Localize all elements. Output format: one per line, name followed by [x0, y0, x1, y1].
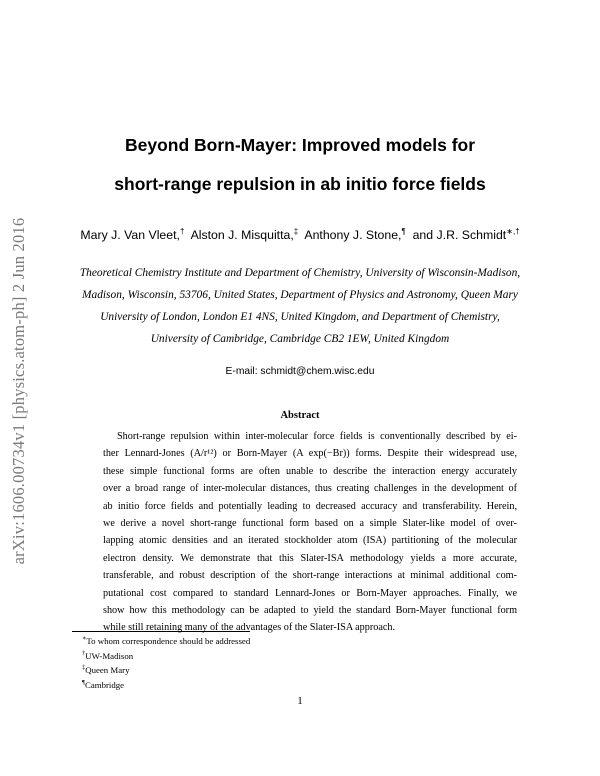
affiliation-line: University of Cambridge, Cambridge CB2 1EW, United Kingdom	[150, 333, 450, 345]
affiliation-line: Madison, Wisconsin, 53706, United States, Department of Physics and Astronomy, Queen Mary	[82, 289, 518, 301]
footnote-text: To whom correspondence should be addressed	[86, 635, 251, 646]
footnote	[82, 633, 250, 648]
affiliation-line: University of London, London E1 4NS, United Kingdom, and Department of Chemistry,	[100, 311, 500, 323]
arxiv-identifier-sidebar	[9, 182, 29, 600]
footnotes	[82, 633, 250, 692]
footnote-text: UW-Madison	[85, 650, 134, 661]
footnote	[82, 677, 250, 692]
affiliation-line: Theoretical Chemistry Institute and Department of Chemistry, University of Wisconsin-Madison,	[79, 267, 521, 279]
footnote-mark: ‡	[82, 664, 86, 672]
abstract-line: show how this methodology can be adapted to yield the standard Born-Mayer functional form	[103, 605, 517, 617]
paper-title-line-1: Beyond Born-Mayer: Improved models for	[124, 135, 476, 155]
abstract-line: these simple functional forms are often unable to describe the interaction energy accurately	[103, 465, 517, 477]
footnote	[82, 662, 250, 677]
author-name: and J.R. Schmidt	[412, 228, 507, 243]
abstract-line: ther Lennard-Jones (A/r¹²) or Born-Mayer (A exp(−Br)) forms. Despite their widespread use,	[103, 448, 517, 460]
contact-email: E-mail: schmidt@chem.wisc.edu	[225, 366, 375, 377]
author-name: Mary J. Van Vleet,	[80, 228, 180, 243]
footnote-text: Queen Mary	[85, 665, 130, 676]
author-name: Alston J. Misquitta,	[190, 228, 294, 243]
footnote	[82, 648, 250, 663]
affiliations	[60, 262, 540, 350]
author-mark: †	[179, 227, 185, 236]
abstract-line: putational cost compared to standard Lennard-Jones or Born-Mayer approaches. Finally, we	[103, 587, 517, 599]
paper-title-line-2: short-range repulsion in ab initio force fields	[114, 174, 486, 194]
footnote-mark: †	[82, 649, 86, 657]
abstract-line: over a broad range of inter-molecular distances, thus creating challenges in the development of	[103, 483, 517, 495]
abstract-line: electron density. We demonstrate that this Slater-ISA methodology yields a more accurate,	[103, 552, 517, 564]
abstract-heading: Abstract	[280, 410, 320, 421]
author-name: Anthony J. Stone,	[304, 228, 402, 243]
footnote-text: Cambridge	[84, 680, 125, 691]
page-number: 1	[297, 695, 303, 707]
author-mark: ‡	[293, 227, 299, 236]
abstract-line: while still retaining many of the advantages of the Slater-ISA approach.	[103, 622, 396, 634]
abstract-line: ab initio force fields and potentially leading to decreased accuracy and transferability. Herein,	[103, 500, 517, 512]
abstract-line: Short-range repulsion within inter-molecular force fields is conventionally described by ei-	[117, 431, 517, 442]
footnote-divider	[72, 631, 250, 632]
footnote-mark: ¶	[82, 679, 85, 687]
author-list	[0, 227, 600, 242]
author-mark: ¶	[401, 227, 406, 236]
author-mark: ∗,†	[506, 227, 520, 236]
arxiv-identifier: arXiv:1606.00734v1 [physics.atom-ph] 2 Jun 2016	[9, 217, 28, 565]
abstract-body	[103, 428, 517, 637]
abstract-line: lapping atomic densities and an iterated stockholder atom (ISA) partitioning of the molecular	[103, 535, 517, 547]
footnote-mark: ∗	[82, 635, 87, 642]
abstract-line: we derive a novel short-range functional form based on a simple Slater-like model of over-	[103, 518, 517, 530]
abstract-line: transferable, and robust description of the short-range interactions at minimal additional com-	[103, 570, 517, 582]
